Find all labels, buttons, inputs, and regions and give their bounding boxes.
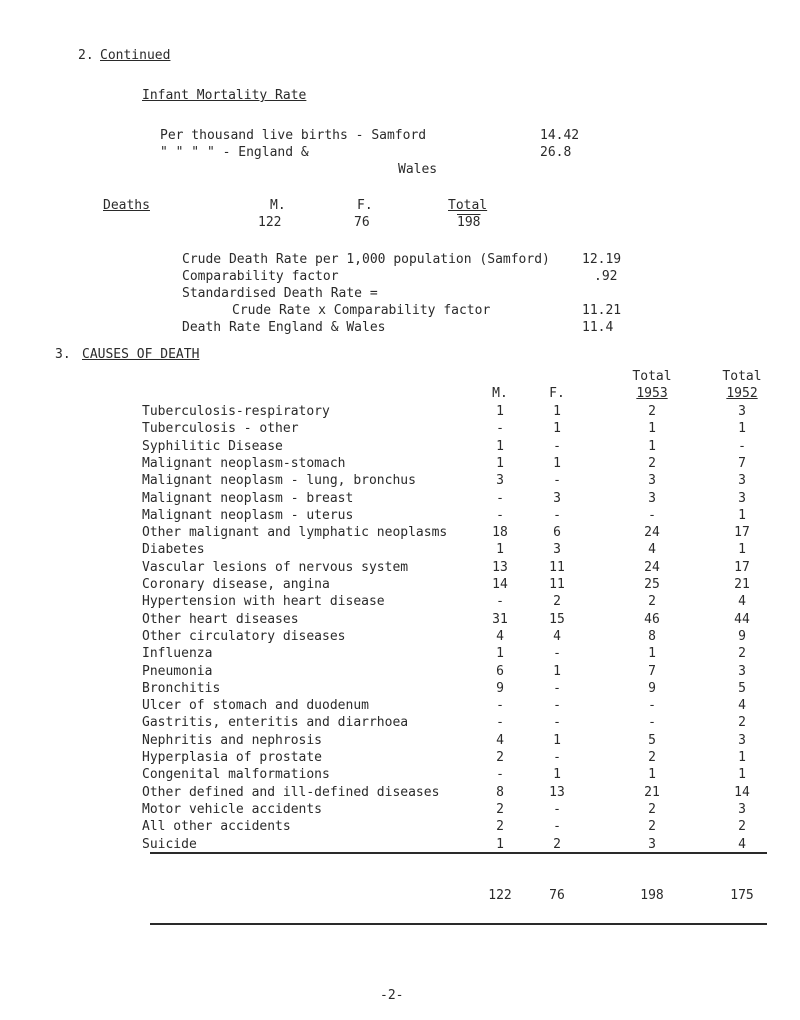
cell-m: 31 <box>492 611 508 627</box>
cell-total-1953: 2 <box>648 404 656 419</box>
cause-label: Coronary disease, angina <box>142 577 330 592</box>
cell-total-1952: 3 <box>738 732 746 748</box>
cell-total-1952: 44 <box>734 611 750 627</box>
cell-m: - <box>496 767 504 783</box>
cell-f: 3 <box>553 490 561 506</box>
deaths-total-header: Total <box>448 198 488 213</box>
cell-total-1953: 3 <box>648 836 656 852</box>
cell-total-1952: 3 <box>738 663 746 679</box>
cause-label: Diabetes <box>142 542 205 558</box>
cell-f: 13 <box>549 784 565 800</box>
cell-m: 2 <box>496 801 504 817</box>
cell-m: 1 <box>496 542 504 558</box>
cell-total-1952: 1 <box>738 542 746 558</box>
cell-f: - <box>553 473 561 489</box>
cell-total-1953: 24 <box>644 525 660 541</box>
cell-total-1953: 3 <box>648 473 656 489</box>
cell-total-1953: - <box>648 715 656 731</box>
cell-m: - <box>496 715 504 731</box>
col-total-1953-year: 1953 <box>636 386 668 401</box>
section-number: 2. <box>78 48 94 63</box>
cause-label: Pneumonia <box>142 663 213 679</box>
col-total-1952-label: Total <box>722 369 762 384</box>
cause-label: Other defined and ill-defined diseases <box>142 784 440 800</box>
cell-total-1952: 21 <box>734 577 750 592</box>
cell-total-1952: 17 <box>734 559 750 575</box>
cell-m: - <box>496 698 504 714</box>
cell-total-1952: 4 <box>738 836 746 852</box>
cause-label: Nephritis and nephrosis <box>142 732 323 748</box>
cell-total-1952: 1 <box>738 421 746 437</box>
cell-f: 1 <box>553 732 561 748</box>
england-rate-label: Death Rate England & Wales <box>182 320 386 335</box>
cell-total-1952: 4 <box>738 594 746 610</box>
cell-m: 4 <box>496 628 504 644</box>
cause-label: Other circulatory diseases <box>142 628 346 644</box>
cell-f: 1 <box>553 767 561 783</box>
cell-m: 2 <box>496 750 504 765</box>
cell-m: 1 <box>496 836 504 852</box>
cause-label: Malignant neoplasm - breast <box>142 490 354 506</box>
cell-total-1953: 2 <box>648 801 656 817</box>
cell-m: 1 <box>496 438 504 454</box>
cell-m: - <box>496 507 504 523</box>
cell-m: 1 <box>496 404 504 419</box>
cause-label: Congenital malformations <box>142 767 330 783</box>
cell-total-1952: 3 <box>738 473 746 489</box>
cell-total-1952: - <box>738 438 746 454</box>
cell-f: 1 <box>553 455 561 471</box>
cell-f: - <box>553 750 561 765</box>
standardised-label-cont: Crude Rate x Comparability factor <box>232 303 491 318</box>
cell-m: 8 <box>496 784 504 800</box>
deaths-total-value: 198 <box>457 215 481 230</box>
cell-f: 2 <box>553 594 561 610</box>
infant-line1-value: 14.42 <box>540 128 580 143</box>
standardised-value: 11.21 <box>582 303 622 318</box>
cell-total-1952: 3 <box>738 404 746 419</box>
cause-label: Hypertension with heart disease <box>142 594 385 610</box>
cell-f: - <box>553 646 561 662</box>
cause-label: Vascular lesions of nervous system <box>142 559 409 575</box>
cell-m: - <box>496 421 504 437</box>
cell-total-1953: 5 <box>648 732 656 748</box>
col-m-header: M. <box>492 386 508 401</box>
cell-m: 1 <box>496 455 504 471</box>
cell-m: 6 <box>496 663 504 679</box>
cell-total-1952: 5 <box>738 680 746 696</box>
cell-total-1953: 1 <box>648 646 656 662</box>
cell-total-1953: 2 <box>648 455 656 471</box>
comparability-value: .92 <box>594 269 618 284</box>
crude-rate-label: Crude Death Rate per 1,000 population (Samford) <box>182 252 550 267</box>
cell-f: 1 <box>553 404 561 419</box>
total-1952: 175 <box>730 888 754 903</box>
cell-f: 11 <box>549 559 565 575</box>
cell-total-1953: 2 <box>648 819 656 835</box>
cell-m: 3 <box>496 473 504 489</box>
cell-total-1952: 2 <box>738 646 746 662</box>
cell-total-1953: 4 <box>648 542 656 558</box>
cell-f: - <box>553 715 561 731</box>
infant-line1-label: Per thousand live births - Samford <box>160 128 427 143</box>
cause-label: Other heart diseases <box>142 611 299 627</box>
cell-total-1953: 24 <box>644 559 660 575</box>
cell-f: - <box>553 801 561 817</box>
cell-m: 13 <box>492 559 508 575</box>
cause-label: Tuberculosis - other <box>142 421 299 437</box>
cell-f: 1 <box>553 421 561 437</box>
cell-m: 9 <box>496 680 504 696</box>
england-rate-value: 11.4 <box>582 320 614 335</box>
cell-m: 2 <box>496 819 504 835</box>
cause-label: Suicide <box>142 836 197 852</box>
cause-label: All other accidents <box>142 819 291 835</box>
cause-label: Influenza <box>142 646 213 662</box>
cell-total-1953: 2 <box>648 594 656 610</box>
cell-total-1953: 1 <box>648 767 656 783</box>
deaths-f-header: F. <box>357 198 373 213</box>
cell-f: - <box>553 819 561 835</box>
cell-total-1953: 8 <box>648 628 656 644</box>
causes-heading: CAUSES OF DEATH <box>82 347 200 362</box>
col-total-1952-year: 1952 <box>726 386 758 401</box>
total-m: 122 <box>488 888 512 903</box>
cause-label: Gastritis, enteritis and diarrhoea <box>142 715 409 731</box>
crude-rate-value: 12.19 <box>582 252 622 267</box>
cause-label: Ulcer of stomach and duodenum <box>142 698 369 714</box>
cell-total-1952: 4 <box>738 698 746 714</box>
cause-label: Malignant neoplasm-stomach <box>142 455 346 471</box>
deaths-f-value: 76 <box>354 215 370 230</box>
cell-f: - <box>553 507 561 523</box>
section-title: Continued <box>100 48 171 63</box>
cell-m: 1 <box>496 646 504 662</box>
cell-m: 4 <box>496 732 504 748</box>
cell-total-1953: 25 <box>644 577 660 592</box>
infant-mortality-heading: Infant Mortality Rate <box>142 88 307 103</box>
cause-label: Malignant neoplasm - uterus <box>142 507 354 523</box>
cause-label: Hyperplasia of prostate <box>142 750 323 765</box>
cell-m: - <box>496 594 504 610</box>
cell-f: 11 <box>549 577 565 592</box>
cell-total-1953: 1 <box>648 438 656 454</box>
cell-m: 18 <box>492 525 508 541</box>
infant-line2-value: 26.8 <box>540 145 572 160</box>
cell-total-1953: 3 <box>648 490 656 506</box>
cell-f: - <box>553 438 561 454</box>
cause-label: Tuberculosis-respiratory <box>142 404 330 419</box>
infant-line2-label-cont: Wales <box>398 162 438 177</box>
col-total-1953-label: Total <box>632 369 672 384</box>
cell-total-1953: 9 <box>648 680 656 696</box>
cell-total-1953: 7 <box>648 663 656 679</box>
cell-m: 14 <box>492 577 508 592</box>
cell-f: 3 <box>553 542 561 558</box>
cell-total-1952: 1 <box>738 507 746 523</box>
totals-bottom-rule <box>150 923 767 925</box>
comparability-label: Comparability factor <box>182 269 339 284</box>
cell-total-1953: - <box>648 507 656 523</box>
causes-section-number: 3. <box>55 347 71 362</box>
total-f: 76 <box>549 888 565 903</box>
cell-total-1953: 2 <box>648 750 656 765</box>
totals-top-rule <box>150 852 767 854</box>
cell-total-1952: 3 <box>738 490 746 506</box>
page-number: -2- <box>380 988 404 1003</box>
cell-total-1952: 7 <box>738 455 746 471</box>
cause-label: Other malignant and lymphatic neoplasms <box>142 525 448 541</box>
cause-label: Motor vehicle accidents <box>142 801 323 817</box>
cell-f: 15 <box>549 611 565 627</box>
cell-total-1953: 1 <box>648 421 656 437</box>
cause-label: Syphilitic Disease <box>142 438 283 454</box>
deaths-m-header: M. <box>270 198 286 213</box>
cell-m: - <box>496 490 504 506</box>
cell-f: 4 <box>553 628 561 644</box>
cell-total-1952: 3 <box>738 801 746 817</box>
cell-f: - <box>553 680 561 696</box>
standardised-label: Standardised Death Rate = <box>182 286 378 301</box>
total-1953: 198 <box>640 888 664 903</box>
cell-total-1952: 14 <box>734 784 750 800</box>
cell-total-1953: - <box>648 698 656 714</box>
cell-total-1952: 9 <box>738 628 746 644</box>
col-f-header: F. <box>549 386 565 401</box>
cell-total-1953: 46 <box>644 611 660 627</box>
cause-label: Bronchitis <box>142 680 221 696</box>
cell-total-1952: 1 <box>738 767 746 783</box>
cell-f: 6 <box>553 525 561 541</box>
cell-f: 1 <box>553 663 561 679</box>
cause-label: Malignant neoplasm - lung, bronchus <box>142 473 416 489</box>
cell-total-1952: 2 <box>738 715 746 731</box>
infant-line2-label: " " " " - England & <box>160 145 309 160</box>
cell-total-1952: 17 <box>734 525 750 541</box>
cell-total-1953: 21 <box>644 784 660 800</box>
cell-f: 2 <box>553 836 561 852</box>
cell-total-1952: 1 <box>738 750 746 765</box>
deaths-label: Deaths <box>103 198 150 213</box>
cell-f: - <box>553 698 561 714</box>
deaths-m-value: 122 <box>258 215 282 230</box>
cell-total-1952: 2 <box>738 819 746 835</box>
